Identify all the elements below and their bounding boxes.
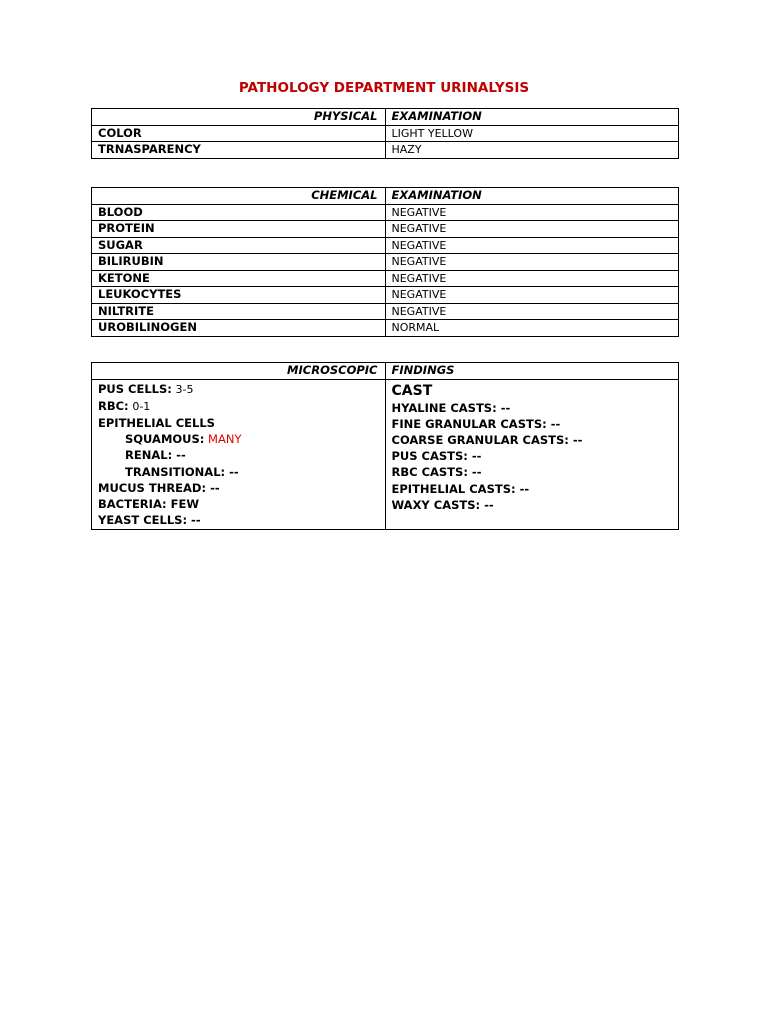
table-header-row (92, 109, 679, 126)
mucus-thread-text: MUCUS THREAD: -- (98, 480, 220, 495)
row-label: UROBILINOGEN (92, 320, 386, 337)
cast-line (392, 400, 673, 416)
row-value: NEGATIVE (385, 270, 679, 287)
table-row (92, 125, 679, 142)
row-value: NEGATIVE (385, 221, 679, 238)
row-label: TRNASPARENCY (92, 142, 386, 159)
squamous-line (98, 431, 379, 447)
row-label: BILIRUBIN (92, 254, 386, 271)
cells-findings-cell (92, 379, 386, 530)
header-right: EXAMINATION (385, 188, 679, 205)
row-value: NEGATIVE (385, 237, 679, 254)
row-value: NORMAL (385, 320, 679, 337)
cast-line (392, 448, 673, 464)
row-label: PROTEIN (92, 221, 386, 238)
pus-cells-value: 3-5 (175, 382, 194, 396)
cast-findings-cell (385, 379, 679, 530)
row-label: NILTRITE (92, 303, 386, 320)
yeast-cells-text: YEAST CELLS: -- (98, 513, 201, 528)
transitional-text: TRANSITIONAL: -- (125, 464, 239, 479)
cast-line (392, 432, 673, 448)
waxy-casts-text: WAXY CASTS: -- (391, 497, 494, 512)
cast-line (392, 464, 673, 480)
squamous-value: MANY (208, 432, 242, 447)
chemical-examination-table (91, 187, 679, 337)
row-label: SUGAR (92, 237, 386, 254)
table-header-row (92, 363, 679, 380)
header-left: PHYSICAL (92, 109, 386, 126)
table-row (92, 303, 679, 320)
row-value: HAZY (385, 142, 679, 159)
cast-line (392, 416, 673, 432)
table-row (92, 287, 679, 304)
rbc-label: RBC: (98, 398, 129, 413)
microscopic-findings-table (91, 362, 679, 530)
cast-line (392, 497, 673, 513)
rbc-value: 0-1 (132, 399, 151, 413)
row-value: NEGATIVE (385, 287, 679, 304)
hyaline-casts-text: HYALINE CASTS: -- (391, 400, 511, 415)
squamous-label: SQUAMOUS: (125, 432, 205, 447)
row-value: NEGATIVE (385, 303, 679, 320)
mucus-thread-line (98, 480, 379, 496)
table-row (92, 142, 679, 159)
renal-text: RENAL: -- (125, 448, 186, 463)
epithelial-cells-line (98, 415, 379, 431)
row-value: NEGATIVE (385, 254, 679, 271)
header-right: EXAMINATION (385, 109, 679, 126)
renal-line (98, 447, 379, 463)
header-right: FINDINGS (385, 363, 679, 380)
bacteria-text: BACTERIA: FEW (98, 496, 200, 511)
header-left: CHEMICAL (92, 188, 386, 205)
row-label: LEUKOCYTES (92, 287, 386, 304)
table-row (92, 204, 679, 221)
table-header-row (92, 188, 679, 205)
cast-header: CAST (391, 382, 433, 399)
row-value: NEGATIVE (385, 204, 679, 221)
epithelial-casts-text: EPITHELIAL CASTS: -- (391, 481, 530, 496)
pus-cells-line (98, 381, 379, 398)
transitional-line (98, 464, 379, 480)
row-label: COLOR (92, 125, 386, 142)
bacteria-line (98, 496, 379, 512)
coarse-granular-casts-text: COARSE GRANULAR CASTS: -- (391, 432, 583, 447)
row-label: KETONE (92, 270, 386, 287)
table-row (92, 237, 679, 254)
rbc-line (98, 398, 379, 415)
page-title: PATHOLOGY DEPARTMENT URINALYSIS (238, 80, 530, 96)
table-row (92, 221, 679, 238)
physical-examination-table (91, 108, 679, 159)
rbc-casts-text: RBC CASTS: -- (391, 465, 482, 480)
yeast-cells-line (98, 512, 379, 528)
table-row (92, 270, 679, 287)
pus-casts-text: PUS CASTS: -- (391, 449, 482, 464)
table-row (92, 320, 679, 337)
cast-line (392, 481, 673, 497)
fine-granular-casts-text: FINE GRANULAR CASTS: -- (391, 416, 561, 431)
table-row (92, 254, 679, 271)
row-label: BLOOD (92, 204, 386, 221)
pus-cells-label: PUS CELLS: (98, 381, 172, 396)
header-left: MICROSCOPIC (92, 363, 386, 380)
epithelial-cells-label: EPITHELIAL CELLS (98, 415, 215, 430)
table-row (92, 379, 679, 530)
row-value: LIGHT YELLOW (385, 125, 679, 142)
